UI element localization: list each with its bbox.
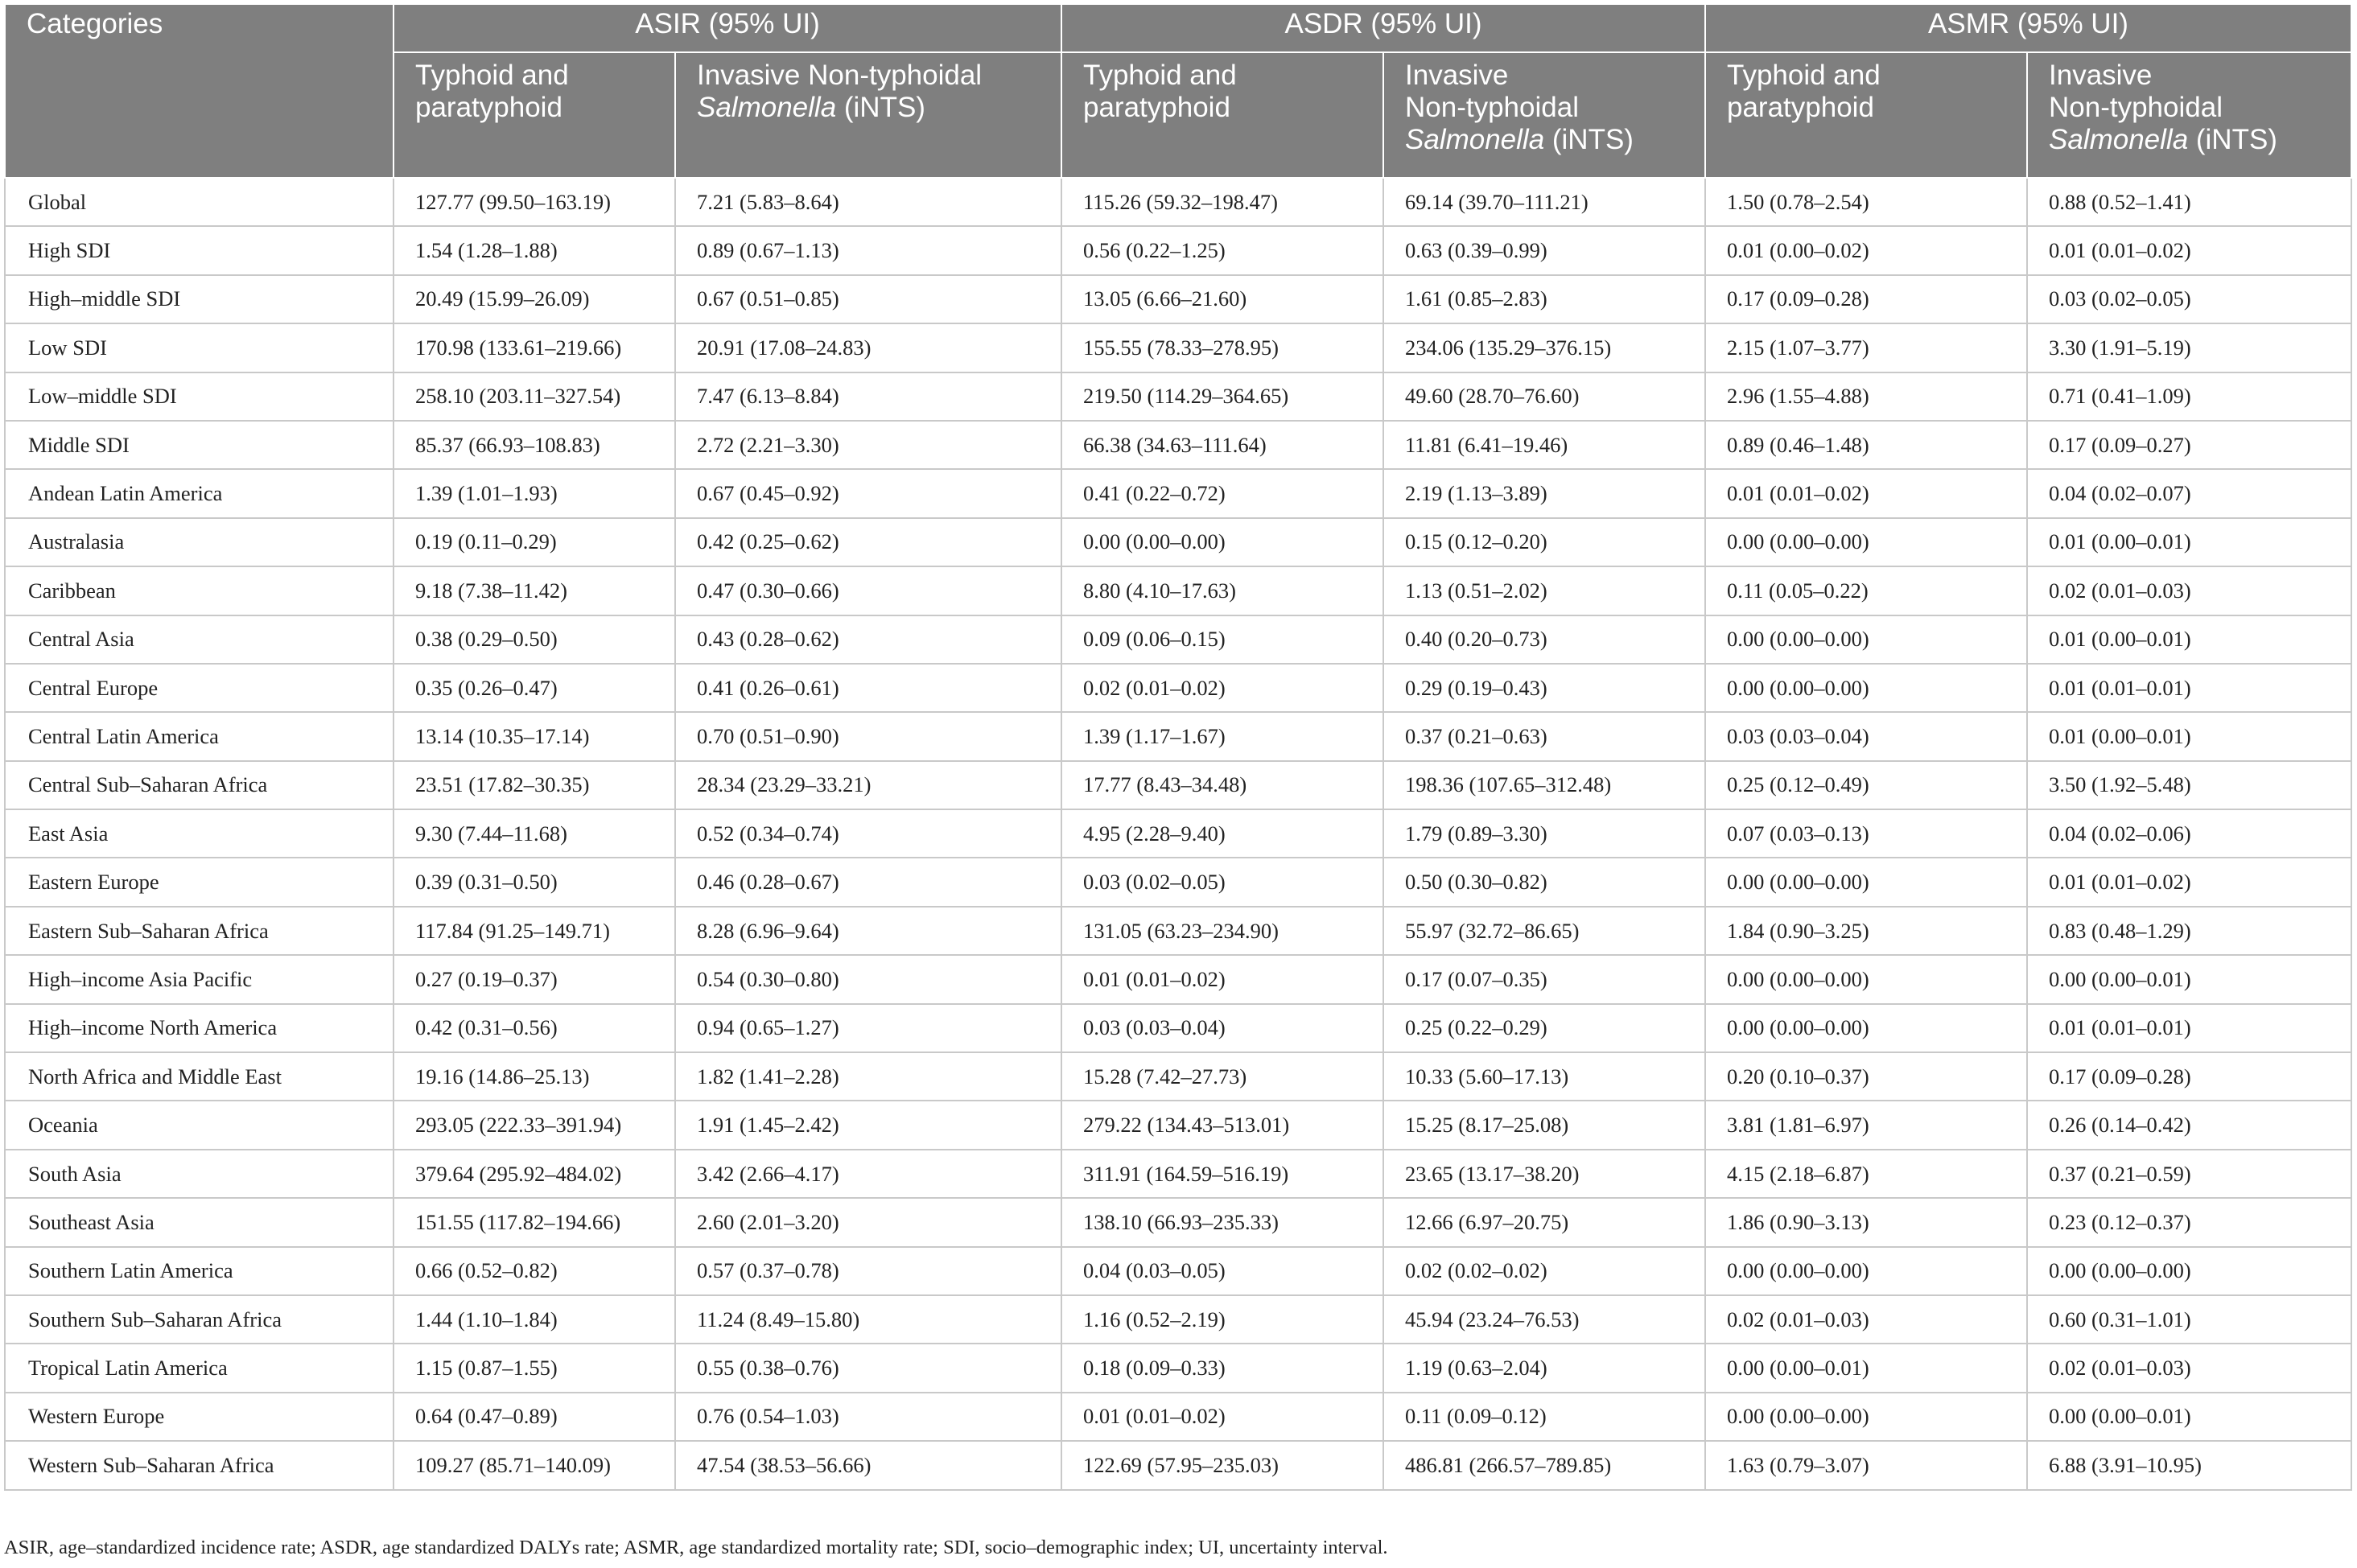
asmr-typhoid-cell: 0.00 (0.00–0.00) xyxy=(1705,615,2027,664)
asdr-typhoid-cell: 66.38 (34.63–111.64) xyxy=(1061,421,1383,469)
asir-typhoid-cell: 1.15 (0.87–1.55) xyxy=(394,1344,675,1392)
table-row xyxy=(5,615,2351,664)
asmr-group-header: ASMR (95% UI) xyxy=(1705,5,2351,52)
category-cell: High SDI xyxy=(5,226,394,274)
asmr-typhoid-cell: 0.02 (0.01–0.03) xyxy=(1705,1295,2027,1344)
asmr-typhoid-cell: 0.00 (0.00–0.00) xyxy=(1705,1004,2027,1052)
asmr-typhoid-cell: 0.01 (0.00–0.02) xyxy=(1705,226,2027,274)
table-row xyxy=(5,1344,2351,1392)
asir-ints-cell: 0.46 (0.28–0.67) xyxy=(675,858,1061,906)
asdr-typhoid-cell: 0.09 (0.06–0.15) xyxy=(1061,615,1383,664)
asdr-ints-cell: 486.81 (266.57–789.85) xyxy=(1383,1441,1705,1489)
asmr-typhoid-cell: 0.00 (0.00–0.00) xyxy=(1705,955,2027,1003)
asdr-ints-cell: 55.97 (32.72–86.65) xyxy=(1383,907,1705,955)
asir-ints-cell: 2.72 (2.21–3.30) xyxy=(675,421,1061,469)
table-row xyxy=(5,469,2351,517)
asir-typhoid-cell: 293.05 (222.33–391.94) xyxy=(394,1101,675,1149)
asir-ints-cell: 0.76 (0.54–1.03) xyxy=(675,1393,1061,1441)
asmr-ints-cell: 0.26 (0.14–0.42) xyxy=(2027,1101,2351,1149)
asmr-ints-cell: 0.01 (0.00–0.01) xyxy=(2027,615,2351,664)
asmr-ints-cell: 0.17 (0.09–0.27) xyxy=(2027,421,2351,469)
table-row xyxy=(5,1101,2351,1149)
asir-typhoid-cell: 0.66 (0.52–0.82) xyxy=(394,1247,675,1295)
asdr-ints-cell: 0.40 (0.20–0.73) xyxy=(1383,615,1705,664)
asir-typhoid-cell: 19.16 (14.86–25.13) xyxy=(394,1052,675,1101)
asir-typhoid-cell: 170.98 (133.61–219.66) xyxy=(394,323,675,372)
category-cell: Western Europe xyxy=(5,1393,394,1441)
asir-ints-cell: 2.60 (2.01–3.20) xyxy=(675,1198,1061,1246)
asdr-ints-cell: 0.29 (0.19–0.43) xyxy=(1383,664,1705,712)
asdr-ints-header xyxy=(1383,52,1705,178)
asdr-ints-cell: 0.15 (0.12–0.20) xyxy=(1383,518,1705,566)
asdr-typhoid-cell: 115.26 (59.32–198.47) xyxy=(1061,178,1383,226)
asir-ints-suffix: (iNTS) xyxy=(836,92,925,123)
asdr-ints-cell: 49.60 (28.70–76.60) xyxy=(1383,372,1705,421)
table-row xyxy=(5,955,2351,1003)
asdr-typhoid-cell: 0.01 (0.01–0.02) xyxy=(1061,955,1383,1003)
table-row xyxy=(5,1295,2351,1344)
category-cell: Central Sub–Saharan Africa xyxy=(5,761,394,809)
asir-typhoid-cell: 0.35 (0.26–0.47) xyxy=(394,664,675,712)
asir-typhoid-cell: 9.30 (7.44–11.68) xyxy=(394,809,675,858)
category-cell: Low–middle SDI xyxy=(5,372,394,421)
asdr-ints-italic: Salmonella xyxy=(1405,124,1545,155)
asmr-typhoid-cell: 4.15 (2.18–6.87) xyxy=(1705,1150,2027,1198)
asmr-typhoid-cell: 0.00 (0.00–0.00) xyxy=(1705,518,2027,566)
category-cell: East Asia xyxy=(5,809,394,858)
table-row xyxy=(5,1052,2351,1101)
asmr-typhoid-cell: 0.20 (0.10–0.37) xyxy=(1705,1052,2027,1101)
asir-typhoid-cell: 0.64 (0.47–0.89) xyxy=(394,1393,675,1441)
table-body xyxy=(5,178,2351,1490)
asdr-ints-cell: 198.36 (107.65–312.48) xyxy=(1383,761,1705,809)
asmr-typhoid-line1: Typhoid and xyxy=(1727,60,1881,91)
category-cell: Southern Sub–Saharan Africa xyxy=(5,1295,394,1344)
asir-typhoid-cell: 1.54 (1.28–1.88) xyxy=(394,226,675,274)
table-row xyxy=(5,323,2351,372)
asir-ints-cell: 28.34 (23.29–33.21) xyxy=(675,761,1061,809)
data-table-container xyxy=(4,5,2351,1491)
asir-typhoid-cell: 127.77 (99.50–163.19) xyxy=(394,178,675,226)
asdr-typhoid-line1: Typhoid and xyxy=(1083,60,1237,91)
asdr-ints-line2: Non-typhoidal xyxy=(1405,92,1579,123)
asmr-ints-cell: 0.04 (0.02–0.06) xyxy=(2027,809,2351,858)
asdr-ints-cell: 0.02 (0.02–0.02) xyxy=(1383,1247,1705,1295)
asmr-ints-line2: Non-typhoidal xyxy=(2049,92,2223,123)
asir-ints-cell: 11.24 (8.49–15.80) xyxy=(675,1295,1061,1344)
asdr-ints-cell: 12.66 (6.97–20.75) xyxy=(1383,1198,1705,1246)
asmr-ints-cell: 0.04 (0.02–0.07) xyxy=(2027,469,2351,517)
category-cell: Eastern Europe xyxy=(5,858,394,906)
asdr-typhoid-cell: 0.03 (0.03–0.04) xyxy=(1061,1004,1383,1052)
asdr-typhoid-cell: 155.55 (78.33–278.95) xyxy=(1061,323,1383,372)
asdr-ints-cell: 234.06 (135.29–376.15) xyxy=(1383,323,1705,372)
table-row xyxy=(5,1441,2351,1489)
asdr-ints-line3 xyxy=(1405,124,1683,156)
asdr-ints-cell: 69.14 (39.70–111.21) xyxy=(1383,178,1705,226)
asir-ints-cell: 3.42 (2.66–4.17) xyxy=(675,1150,1061,1198)
asmr-ints-cell: 0.83 (0.48–1.29) xyxy=(2027,907,2351,955)
asir-typhoid-line2: paratyphoid xyxy=(415,92,562,123)
table-row xyxy=(5,664,2351,712)
asir-ints-cell: 0.70 (0.51–0.90) xyxy=(675,712,1061,760)
asdr-typhoid-cell: 1.16 (0.52–2.19) xyxy=(1061,1295,1383,1344)
asmr-ints-cell: 0.01 (0.01–0.02) xyxy=(2027,226,2351,274)
asir-ints-cell: 0.43 (0.28–0.62) xyxy=(675,615,1061,664)
asir-typhoid-cell: 23.51 (17.82–30.35) xyxy=(394,761,675,809)
asir-ints-cell: 0.41 (0.26–0.61) xyxy=(675,664,1061,712)
table-row xyxy=(5,1150,2351,1198)
asmr-ints-cell: 0.02 (0.01–0.03) xyxy=(2027,566,2351,615)
asmr-ints-cell: 0.01 (0.01–0.02) xyxy=(2027,858,2351,906)
asmr-typhoid-cell: 1.84 (0.90–3.25) xyxy=(1705,907,2027,955)
asir-ints-cell: 0.55 (0.38–0.76) xyxy=(675,1344,1061,1392)
asdr-typhoid-cell: 122.69 (57.95–235.03) xyxy=(1061,1441,1383,1489)
asir-typhoid-cell: 0.42 (0.31–0.56) xyxy=(394,1004,675,1052)
asmr-typhoid-cell: 3.81 (1.81–6.97) xyxy=(1705,1101,2027,1149)
asir-ints-cell: 7.47 (6.13–8.84) xyxy=(675,372,1061,421)
category-cell: Low SDI xyxy=(5,323,394,372)
asdr-ints-line1: Invasive xyxy=(1405,60,1509,91)
table-row xyxy=(5,566,2351,615)
asir-typhoid-cell: 0.27 (0.19–0.37) xyxy=(394,955,675,1003)
asmr-ints-cell: 0.23 (0.12–0.37) xyxy=(2027,1198,2351,1246)
asmr-ints-cell: 0.03 (0.02–0.05) xyxy=(2027,275,2351,323)
asmr-typhoid-cell: 0.00 (0.00–0.00) xyxy=(1705,664,2027,712)
asdr-typhoid-cell: 0.03 (0.02–0.05) xyxy=(1061,858,1383,906)
asdr-typhoid-cell: 279.22 (134.43–513.01) xyxy=(1061,1101,1383,1149)
asdr-typhoid-header xyxy=(1061,52,1383,178)
asmr-typhoid-cell: 0.11 (0.05–0.22) xyxy=(1705,566,2027,615)
asir-typhoid-cell: 117.84 (91.25–149.71) xyxy=(394,907,675,955)
asir-typhoid-cell: 0.19 (0.11–0.29) xyxy=(394,518,675,566)
category-cell: High–income North America xyxy=(5,1004,394,1052)
asmr-typhoid-cell: 0.25 (0.12–0.49) xyxy=(1705,761,2027,809)
asdr-typhoid-cell: 8.80 (4.10–17.63) xyxy=(1061,566,1383,615)
category-cell: High–income Asia Pacific xyxy=(5,955,394,1003)
table-row xyxy=(5,372,2351,421)
table-row xyxy=(5,226,2351,274)
asdr-ints-cell: 1.61 (0.85–2.83) xyxy=(1383,275,1705,323)
category-cell: Central Asia xyxy=(5,615,394,664)
asmr-ints-cell: 0.00 (0.00–0.00) xyxy=(2027,1247,2351,1295)
asdr-typhoid-line2: paratyphoid xyxy=(1083,92,1230,123)
asmr-typhoid-cell: 0.03 (0.03–0.04) xyxy=(1705,712,2027,760)
burden-table xyxy=(4,5,2352,1491)
asir-typhoid-cell: 1.44 (1.10–1.84) xyxy=(394,1295,675,1344)
asdr-typhoid-cell: 0.02 (0.01–0.02) xyxy=(1061,664,1383,712)
asir-typhoid-cell: 0.38 (0.29–0.50) xyxy=(394,615,675,664)
asir-ints-header xyxy=(675,52,1061,178)
asir-ints-cell: 1.82 (1.41–2.28) xyxy=(675,1052,1061,1101)
asmr-typhoid-cell: 2.15 (1.07–3.77) xyxy=(1705,323,2027,372)
table-row xyxy=(5,275,2351,323)
asir-typhoid-cell: 379.64 (295.92–484.02) xyxy=(394,1150,675,1198)
asdr-typhoid-cell: 131.05 (63.23–234.90) xyxy=(1061,907,1383,955)
asir-ints-line2 xyxy=(697,92,1040,124)
asir-typhoid-header xyxy=(394,52,675,178)
asdr-typhoid-cell: 0.56 (0.22–1.25) xyxy=(1061,226,1383,274)
asir-ints-cell: 0.47 (0.30–0.66) xyxy=(675,566,1061,615)
asmr-ints-line3 xyxy=(2049,124,2330,156)
asmr-ints-suffix: (iNTS) xyxy=(2188,124,2277,155)
categories-header: Categories xyxy=(5,5,394,178)
asmr-ints-cell: 0.02 (0.01–0.03) xyxy=(2027,1344,2351,1392)
asdr-ints-cell: 0.17 (0.07–0.35) xyxy=(1383,955,1705,1003)
asmr-typhoid-cell: 2.96 (1.55–4.88) xyxy=(1705,372,2027,421)
asmr-ints-cell: 0.17 (0.09–0.28) xyxy=(2027,1052,2351,1101)
category-cell: Middle SDI xyxy=(5,421,394,469)
asdr-typhoid-cell: 13.05 (6.66–21.60) xyxy=(1061,275,1383,323)
asir-ints-cell: 8.28 (6.96–9.64) xyxy=(675,907,1061,955)
asmr-typhoid-line2: paratyphoid xyxy=(1727,92,1874,123)
asdr-ints-cell: 0.37 (0.21–0.63) xyxy=(1383,712,1705,760)
asmr-typhoid-cell: 0.01 (0.01–0.02) xyxy=(1705,469,2027,517)
category-cell: Global xyxy=(5,178,394,226)
asir-group-header: ASIR (95% UI) xyxy=(394,5,1061,52)
table-row xyxy=(5,907,2351,955)
table-row xyxy=(5,1393,2351,1441)
asdr-typhoid-cell: 15.28 (7.42–27.73) xyxy=(1061,1052,1383,1101)
asir-typhoid-cell: 9.18 (7.38–11.42) xyxy=(394,566,675,615)
asmr-typhoid-cell: 0.07 (0.03–0.13) xyxy=(1705,809,2027,858)
asmr-ints-cell: 0.01 (0.01–0.01) xyxy=(2027,1004,2351,1052)
asir-ints-cell: 1.91 (1.45–2.42) xyxy=(675,1101,1061,1149)
table-footnote: ASIR, age–standardized incidence rate; ASDR, age standardized DALYs rate; ASMR, age standardized mortality rate; SDI, socio–demographic index; UI, uncertainty interval. xyxy=(4,1537,1388,1558)
category-cell: Australasia xyxy=(5,518,394,566)
asir-ints-cell: 0.52 (0.34–0.74) xyxy=(675,809,1061,858)
asdr-ints-cell: 2.19 (1.13–3.89) xyxy=(1383,469,1705,517)
asir-ints-cell: 7.21 (5.83–8.64) xyxy=(675,178,1061,226)
asmr-typhoid-cell: 1.63 (0.79–3.07) xyxy=(1705,1441,2027,1489)
asir-typhoid-cell: 85.37 (66.93–108.83) xyxy=(394,421,675,469)
asmr-ints-cell: 0.00 (0.00–0.01) xyxy=(2027,1393,2351,1441)
table-row xyxy=(5,761,2351,809)
asir-typhoid-cell: 1.39 (1.01–1.93) xyxy=(394,469,675,517)
category-cell: Eastern Sub–Saharan Africa xyxy=(5,907,394,955)
asmr-typhoid-cell: 0.00 (0.00–0.00) xyxy=(1705,858,2027,906)
table-row xyxy=(5,518,2351,566)
asdr-ints-cell: 15.25 (8.17–25.08) xyxy=(1383,1101,1705,1149)
asmr-typhoid-header xyxy=(1705,52,2027,178)
category-cell: Central Latin America xyxy=(5,712,394,760)
asdr-ints-cell: 0.63 (0.39–0.99) xyxy=(1383,226,1705,274)
asir-ints-cell: 47.54 (38.53–56.66) xyxy=(675,1441,1061,1489)
asir-ints-cell: 0.94 (0.65–1.27) xyxy=(675,1004,1061,1052)
asmr-ints-cell: 0.71 (0.41–1.09) xyxy=(2027,372,2351,421)
asmr-ints-cell: 0.01 (0.01–0.01) xyxy=(2027,664,2351,712)
asdr-ints-cell: 0.50 (0.30–0.82) xyxy=(1383,858,1705,906)
asdr-ints-cell: 45.94 (23.24–76.53) xyxy=(1383,1295,1705,1344)
asmr-ints-cell: 3.50 (1.92–5.48) xyxy=(2027,761,2351,809)
asir-ints-cell: 0.57 (0.37–0.78) xyxy=(675,1247,1061,1295)
asdr-ints-suffix: (iNTS) xyxy=(1544,124,1634,155)
asmr-ints-cell: 0.01 (0.00–0.01) xyxy=(2027,518,2351,566)
header-group-row xyxy=(5,5,2351,52)
asdr-ints-cell: 10.33 (5.60–17.13) xyxy=(1383,1052,1705,1101)
asdr-typhoid-cell: 17.77 (8.43–34.48) xyxy=(1061,761,1383,809)
asir-ints-cell: 20.91 (17.08–24.83) xyxy=(675,323,1061,372)
asdr-ints-cell: 1.79 (0.89–3.30) xyxy=(1383,809,1705,858)
asmr-ints-cell: 6.88 (3.91–10.95) xyxy=(2027,1441,2351,1489)
asmr-ints-cell: 0.37 (0.21–0.59) xyxy=(2027,1150,2351,1198)
category-cell: North Africa and Middle East xyxy=(5,1052,394,1101)
asir-typhoid-cell: 0.39 (0.31–0.50) xyxy=(394,858,675,906)
asmr-ints-cell: 0.00 (0.00–0.01) xyxy=(2027,955,2351,1003)
asmr-typhoid-cell: 0.00 (0.00–0.01) xyxy=(1705,1344,2027,1392)
asdr-ints-cell: 0.25 (0.22–0.29) xyxy=(1383,1004,1705,1052)
asdr-typhoid-cell: 311.91 (164.59–516.19) xyxy=(1061,1150,1383,1198)
asir-ints-cell: 0.54 (0.30–0.80) xyxy=(675,955,1061,1003)
asir-typhoid-cell: 109.27 (85.71–140.09) xyxy=(394,1441,675,1489)
category-cell: High–middle SDI xyxy=(5,275,394,323)
asdr-ints-cell: 1.13 (0.51–2.02) xyxy=(1383,566,1705,615)
asir-typhoid-cell: 20.49 (15.99–26.09) xyxy=(394,275,675,323)
asir-typhoid-line1: Typhoid and xyxy=(415,60,569,91)
asdr-ints-cell: 0.11 (0.09–0.12) xyxy=(1383,1393,1705,1441)
table-row xyxy=(5,712,2351,760)
category-cell: Southeast Asia xyxy=(5,1198,394,1246)
asmr-ints-italic: Salmonella xyxy=(2049,124,2189,155)
asmr-typhoid-cell: 0.17 (0.09–0.28) xyxy=(1705,275,2027,323)
asir-ints-italic: Salmonella xyxy=(697,92,837,123)
asir-typhoid-cell: 13.14 (10.35–17.14) xyxy=(394,712,675,760)
category-cell: Western Sub–Saharan Africa xyxy=(5,1441,394,1489)
table-row xyxy=(5,421,2351,469)
category-cell: Andean Latin America xyxy=(5,469,394,517)
table-row xyxy=(5,858,2351,906)
category-cell: Tropical Latin America xyxy=(5,1344,394,1392)
asdr-ints-cell: 23.65 (13.17–38.20) xyxy=(1383,1150,1705,1198)
asmr-ints-header xyxy=(2027,52,2351,178)
asmr-typhoid-cell: 0.89 (0.46–1.48) xyxy=(1705,421,2027,469)
category-cell: Oceania xyxy=(5,1101,394,1149)
table-row xyxy=(5,178,2351,226)
asdr-typhoid-cell: 0.18 (0.09–0.33) xyxy=(1061,1344,1383,1392)
category-cell: Caribbean xyxy=(5,566,394,615)
table-row xyxy=(5,1247,2351,1295)
asmr-ints-line1: Invasive xyxy=(2049,60,2153,91)
table-row xyxy=(5,1198,2351,1246)
category-cell: South Asia xyxy=(5,1150,394,1198)
category-cell: Southern Latin America xyxy=(5,1247,394,1295)
asir-ints-line1: Invasive Non-typhoidal xyxy=(697,60,983,91)
asir-typhoid-cell: 151.55 (117.82–194.66) xyxy=(394,1198,675,1246)
asir-typhoid-cell: 258.10 (203.11–327.54) xyxy=(394,372,675,421)
asir-ints-cell: 0.67 (0.45–0.92) xyxy=(675,469,1061,517)
asdr-typhoid-cell: 1.39 (1.17–1.67) xyxy=(1061,712,1383,760)
table-header xyxy=(5,5,2351,178)
asmr-ints-cell: 3.30 (1.91–5.19) xyxy=(2027,323,2351,372)
asdr-typhoid-cell: 0.04 (0.03–0.05) xyxy=(1061,1247,1383,1295)
asdr-typhoid-cell: 0.41 (0.22–0.72) xyxy=(1061,469,1383,517)
asir-ints-cell: 0.42 (0.25–0.62) xyxy=(675,518,1061,566)
asmr-typhoid-cell: 0.00 (0.00–0.00) xyxy=(1705,1247,2027,1295)
asdr-typhoid-cell: 138.10 (66.93–235.33) xyxy=(1061,1198,1383,1246)
asmr-typhoid-cell: 1.86 (0.90–3.13) xyxy=(1705,1198,2027,1246)
table-row xyxy=(5,1004,2351,1052)
asmr-ints-cell: 0.60 (0.31–1.01) xyxy=(2027,1295,2351,1344)
asdr-ints-cell: 11.81 (6.41–19.46) xyxy=(1383,421,1705,469)
asir-ints-cell: 0.89 (0.67–1.13) xyxy=(675,226,1061,274)
asir-ints-cell: 0.67 (0.51–0.85) xyxy=(675,275,1061,323)
asdr-typhoid-cell: 0.00 (0.00–0.00) xyxy=(1061,518,1383,566)
asmr-ints-cell: 0.88 (0.52–1.41) xyxy=(2027,178,2351,226)
asdr-group-header: ASDR (95% UI) xyxy=(1061,5,1705,52)
asdr-typhoid-cell: 219.50 (114.29–364.65) xyxy=(1061,372,1383,421)
table-row xyxy=(5,809,2351,858)
asdr-ints-cell: 1.19 (0.63–2.04) xyxy=(1383,1344,1705,1392)
asmr-ints-cell: 0.01 (0.00–0.01) xyxy=(2027,712,2351,760)
asmr-typhoid-cell: 0.00 (0.00–0.00) xyxy=(1705,1393,2027,1441)
category-cell: Central Europe xyxy=(5,664,394,712)
asdr-typhoid-cell: 0.01 (0.01–0.02) xyxy=(1061,1393,1383,1441)
asmr-typhoid-cell: 1.50 (0.78–2.54) xyxy=(1705,178,2027,226)
asdr-typhoid-cell: 4.95 (2.28–9.40) xyxy=(1061,809,1383,858)
